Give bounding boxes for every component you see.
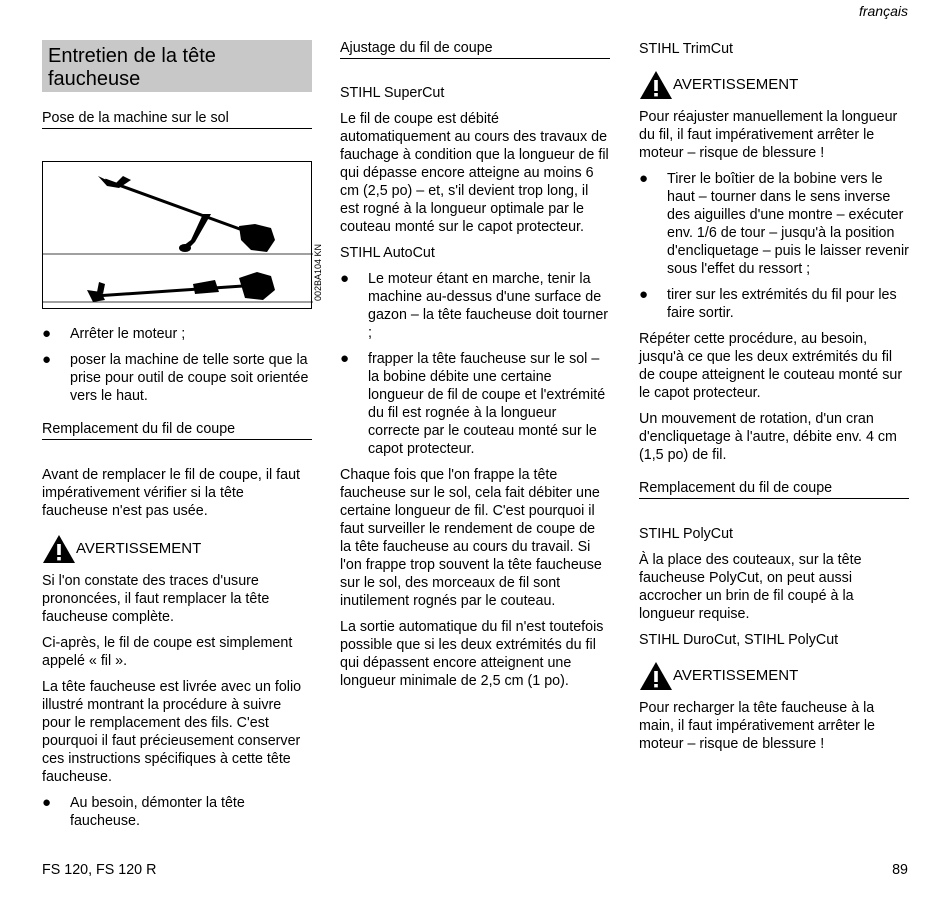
subheading-autocut: STIHL AutoCut xyxy=(340,245,435,261)
pose-list xyxy=(42,325,312,405)
bullet-icon: ● xyxy=(42,794,52,811)
trimcut-list xyxy=(639,170,909,322)
paragraph: Répéter cette procédure, au besoin, jusqu'à ce que les deux extrémités du fil de coupe atteignent le couteau monté sur le capot protecteur. xyxy=(639,331,903,401)
paragraph-mouvement: Un mouvement de rotation, d'un cran d'encliquetage à l'autre, débite env. 4 cm (1,5 po) de fil. xyxy=(639,411,897,463)
autocut-list xyxy=(340,270,610,458)
paragraph: Avant de remplacer le fil de coupe, il faut impérativement vérifier si la tête faucheuse n'est pas usée. xyxy=(42,467,301,519)
warning-label: AVERTISSEMENT xyxy=(76,540,202,557)
list-item: ● tirer sur les extrémités du fil pour les faire sortir. xyxy=(639,286,897,321)
demonter-list xyxy=(42,794,312,830)
subheading-polycut: STIHL PolyCut xyxy=(639,526,734,542)
list-item: ● poser la machine de telle sorte que la prise pour outil de coupe soit orientée vers le haut. xyxy=(42,351,309,404)
list-item: ● Le moteur étant en marche, tenir la machine au-dessus d'une surface de gazon – la tête faucheuse doit tourner ; xyxy=(340,270,609,341)
machine-figure xyxy=(42,161,323,309)
column-3 xyxy=(639,40,909,761)
paragraph-supercut: Le fil de coupe est débité automatiquement au cours des travaux de fauchage à condition que la longueur de fil qui dépasse encore atteigne au moins 6 cm (2,5 po) – et, s'il devient trop long, il est rogné à la longueur optimale par le couteau monté sur le capot protecteur. xyxy=(340,111,609,235)
language-label: français xyxy=(858,3,908,19)
warning-triangle-icon xyxy=(639,661,673,691)
paragraph: Ci-après, le fil de coupe est simplement appelé « fil ». xyxy=(42,635,293,669)
bullet-icon: ● xyxy=(639,286,649,303)
bullet-icon: ● xyxy=(42,325,52,342)
subheading-supercut: STIHL SuperCut xyxy=(340,85,445,101)
figure-code: 002BA104 KN xyxy=(313,244,323,302)
warning-triangle-icon xyxy=(639,70,673,100)
paragraph: Chaque fois que l'on frappe la tête faucheuse sur le sol, cela fait débiter une certaine longueur de fil. C'est pourquoi il faut surveiller le rendement de coupe de la tête faucheuse au cours du travail. Si l'on frappe trop souvent la tête faucheuse sur le sol, des morceaux de fil sont inutilement rognés par le couteau. xyxy=(340,467,602,609)
heading-remplacement: Remplacement du fil de coupe xyxy=(42,421,312,440)
heading-remplacement-2: Remplacement du fil de coupe xyxy=(639,480,909,499)
list-item: ● frapper la tête faucheuse sur le sol – la bobine débite une certaine longueur de fil de coupe et l'extrémité du fil est rognée à la longueur correcte par le couteau monté sur le capot protecteur. xyxy=(340,350,606,457)
list-item: ● Arrêter le moteur ; xyxy=(42,325,186,342)
paragraph-recharge: Pour recharger la tête faucheuse à la main, il faut impérativement arrêter le moteur – risque de blessure ! xyxy=(639,700,875,752)
subheading-trimcut: STIHL TrimCut xyxy=(639,41,733,57)
warning-label: AVERTISSEMENT xyxy=(673,667,799,684)
column-2 xyxy=(340,40,610,698)
section-title: Entretien de la tête faucheuse xyxy=(42,40,312,92)
bullet-icon: ● xyxy=(42,351,52,368)
bullet-icon: ● xyxy=(340,270,350,287)
heading-pose: Pose de la machine sur le sol xyxy=(42,110,312,129)
warning-triangle-icon xyxy=(42,534,76,564)
warning-header xyxy=(639,661,909,691)
heading-ajustage: Ajustage du fil de coupe xyxy=(340,40,610,59)
brushcutter-illustration xyxy=(43,162,313,310)
column-1 xyxy=(42,40,323,838)
paragraph-sortie: La sortie automatique du fil n'est toutefois possible que si les deux extrémités du fil qui dépassent encore atteignent une longueur minimale de 2,5 cm (1 po). xyxy=(340,619,604,689)
page-number: 89 xyxy=(892,862,908,878)
paragraph: Si l'on constate des traces d'usure prononcées, il faut remplacer la tête faucheuse complète. xyxy=(42,573,270,625)
warning-header xyxy=(42,534,312,564)
subheading-durocut: STIHL DuroCut, STIHL PolyCut xyxy=(639,632,839,648)
paragraph-trim: Pour réajuster manuellement la longueur du fil, il faut impérativement arrêter le moteur – risque de blessure ! xyxy=(639,109,898,161)
bullet-icon: ● xyxy=(340,350,350,367)
warning-header xyxy=(639,70,909,100)
footer-model: FS 120, FS 120 R xyxy=(42,862,157,878)
list-item: ● Au besoin, démonter la tête faucheuse. xyxy=(42,794,245,829)
list-item: ● Tirer le boîtier de la bobine vers le haut – tourner dans le sens inverse des aiguilles d'une montre – exécuter env. 1/6 de tour – jusqu'à la position d'encliquetage – puis le laisser revenir sous l'effet du ressort ; xyxy=(639,170,909,277)
warning-label: AVERTISSEMENT xyxy=(673,76,799,93)
paragraph: La tête faucheuse est livrée avec un folio illustré montrant la procédure à suivre pour le remplacement des fils. C'est pourquoi il faut précieusement conserver ces instructions spécifiques à cette tête faucheuse. xyxy=(42,679,302,785)
bullet-icon: ● xyxy=(639,170,649,187)
paragraph: À la place des couteaux, sur la tête faucheuse PolyCut, on peut aussi accrocher un brin de fil coupé à la longueur requise. xyxy=(639,552,862,622)
